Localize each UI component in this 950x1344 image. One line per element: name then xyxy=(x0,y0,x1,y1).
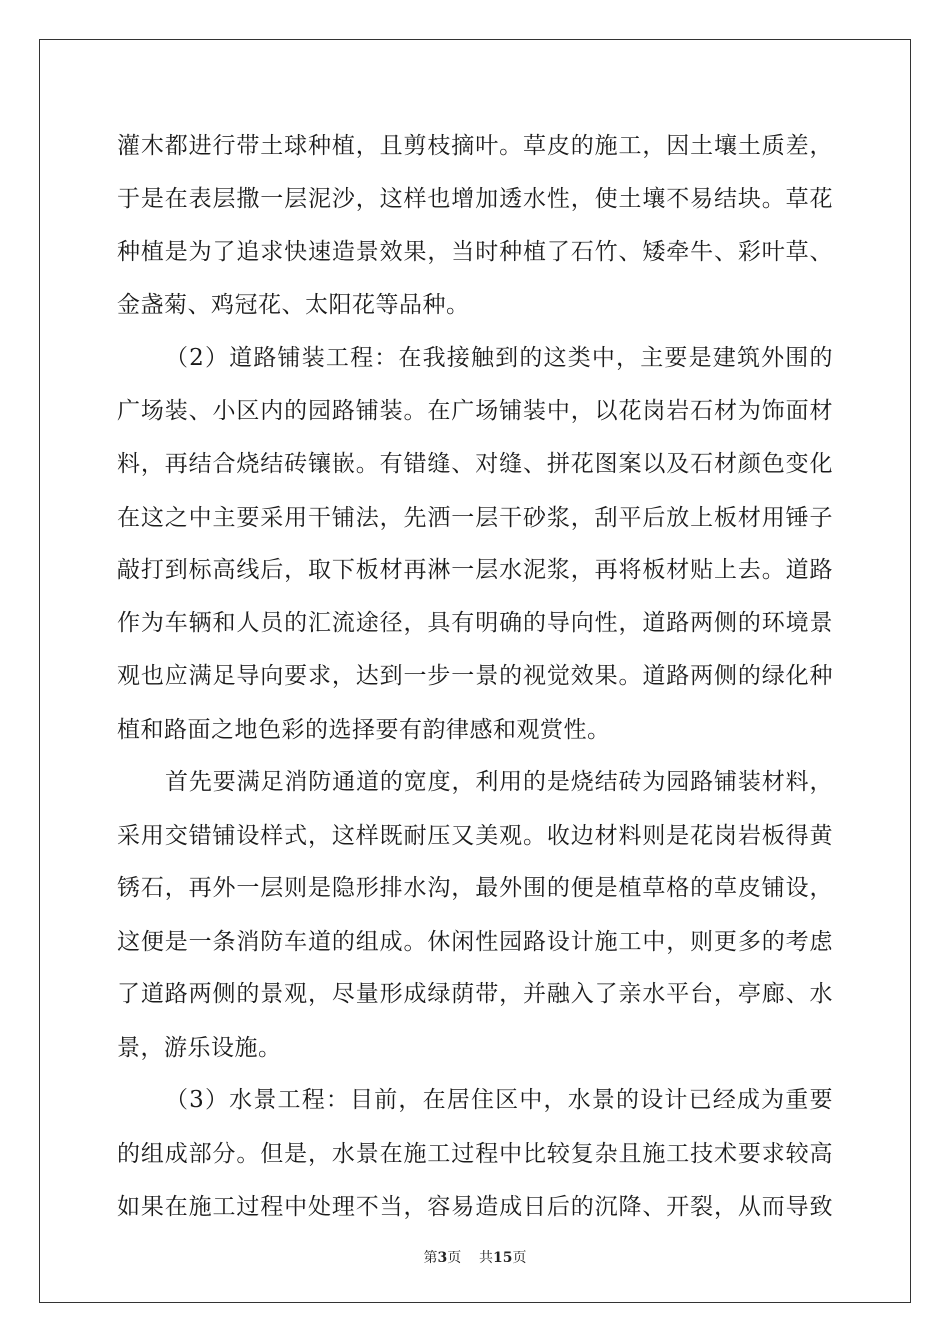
page-number: 3 xyxy=(437,1250,448,1266)
text-line: 作为车辆和人员的汇流途径，具有明确的导向性，道路两侧的环境景 xyxy=(117,610,833,636)
text-line: 敲打到标高线后，取下板材再淋一层水泥浆，再将板材贴上去。道路 xyxy=(117,557,833,583)
text-line: 的组成部分。但是，水景在施工过程中比较复杂且施工技术要求较高 xyxy=(117,1141,833,1167)
text-line: 料，再结合烧结砖镶嵌。有错缝、对缝、拼花图案以及石材颜色变化 xyxy=(117,451,833,477)
text-line: 这便是一条消防车道的组成。休闲性园路设计施工中，则更多的考虑 xyxy=(117,929,833,955)
text-line: 广场装、小区内的园路铺装。在广场铺装中，以花岗岩石材为饰面材 xyxy=(117,398,833,424)
text-line: 景，游乐设施。 xyxy=(117,1035,282,1061)
total-prefix: 共 xyxy=(479,1250,494,1266)
text-line: 在这之中主要采用干铺法，先洒一层干砂浆，刮平后放上板材用锤子 xyxy=(117,505,833,531)
text-line: 采用交错铺设样式，这样既耐压又美观。收边材料则是花岗岩板得黄 xyxy=(117,823,833,849)
page-suffix: 页 xyxy=(447,1250,462,1266)
text-line: 如果在施工过程中处理不当，容易造成日后的沉降、开裂，从而导致 xyxy=(117,1194,833,1220)
text-line: 种植是为了追求快速造景效果，当时种植了石竹、矮牵牛、彩叶草、 xyxy=(117,239,833,265)
text-line: 于是在表层撒一层泥沙，这样也增加透水性，使土壤不易结块。草花 xyxy=(117,186,833,212)
text-line: 植和路面之地色彩的选择要有韵律感和观赏性。 xyxy=(117,717,611,743)
text-line: 观也应满足导向要求，达到一步一景的视觉效果。道路两侧的绿化种 xyxy=(117,663,833,689)
text-line: 锈石，再外一层则是隐形排水沟，最外围的便是植草格的草皮铺设， xyxy=(117,875,833,901)
page-prefix: 第 xyxy=(423,1250,438,1266)
paragraph-first-line: （2）道路铺装工程：在我接触到的这类中，主要是建筑外围的 xyxy=(165,345,833,371)
paragraph-first-line: 首先要满足消防通道的宽度，利用的是烧结砖为园路铺装材料， xyxy=(165,769,833,795)
total-pages: 15 xyxy=(493,1250,513,1266)
page-footer xyxy=(0,1248,950,1268)
text-line: 了道路两侧的景观，尽量形成绿荫带，并融入了亲水平台，亭廊、水 xyxy=(117,981,833,1007)
text-line: 灌木都进行带土球种植，且剪枝摘叶。草皮的施工，因土壤土质差， xyxy=(117,133,833,159)
text-line: 金盏菊、鸡冠花、太阳花等品种。 xyxy=(117,292,470,318)
total-suffix: 页 xyxy=(512,1250,527,1266)
paragraph-first-line: （3）水景工程：目前，在居住区中，水景的设计已经成为重要 xyxy=(165,1087,833,1113)
